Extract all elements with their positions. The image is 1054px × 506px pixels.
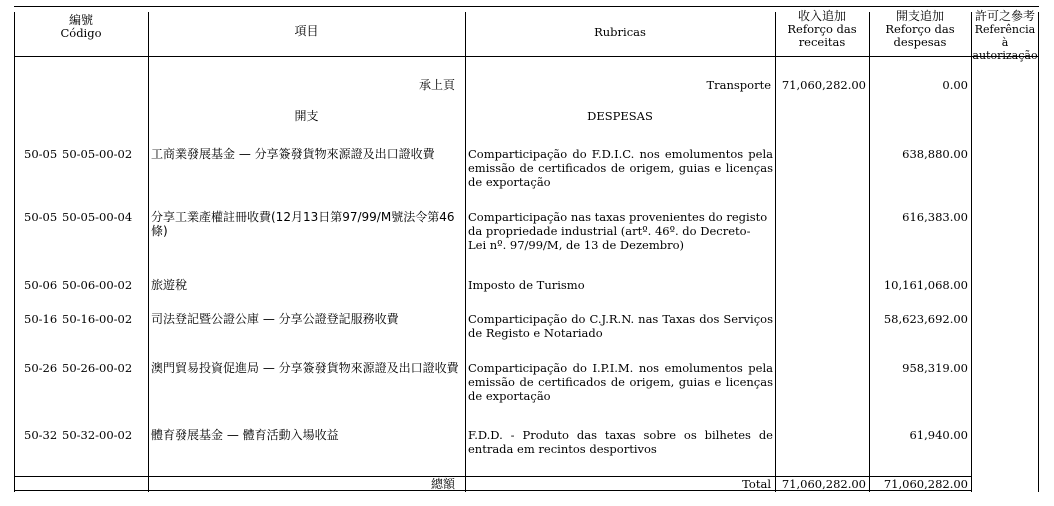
row-rubric: F.D.D. - Produto das taxas sobre os bilhetes de entrada em recintos desportivos: [468, 428, 773, 456]
row-item: 體育發展基金 — 體育活動入場收益: [151, 428, 339, 442]
row-item: 旅遊稅: [151, 278, 188, 292]
header-auth-zh: 許可之參考: [974, 9, 1035, 23]
row-expense: 61,940.00: [909, 428, 968, 442]
row-code-1: 50-16: [24, 312, 58, 326]
row-rubric: Comparticipação do F.D.I.C. nos emolumentos pela emissão de certificados de origem, guias e licenças de exportação: [468, 147, 773, 189]
row-expense: 638,880.00: [902, 147, 968, 161]
section-label-zh: 開支: [294, 109, 319, 123]
row-code-2: 50-05-00-04: [62, 210, 133, 224]
row-code-2: 50-16-00-02: [62, 312, 133, 326]
row-expense: 58,623,692.00: [883, 312, 968, 326]
total-label-zh: 總額: [430, 477, 455, 491]
transport-revenue: 71,060,282.00: [781, 78, 866, 92]
row-code-2: 50-05-00-02: [62, 147, 133, 161]
rule-h-header: [14, 56, 1039, 57]
header-revenue-pt1: Reforço das: [787, 22, 857, 36]
transport-label-zh: 承上頁: [418, 78, 455, 92]
section-label-pt: DESPESAS: [587, 109, 653, 123]
row-code-1: 50-32: [24, 428, 58, 442]
header-code-zh: 編號: [68, 13, 93, 27]
total-label-pt: Total: [742, 477, 771, 491]
rule-v-end: [1038, 12, 1039, 492]
row-expense: 958,319.00: [902, 361, 968, 375]
header-code-pt: Código: [60, 26, 102, 40]
budget-table: [14, 6, 1039, 492]
row-item: 司法登記暨公證公庫 — 分享公證登記服務收費: [151, 312, 399, 326]
header-auth-pt1: Referência à: [974, 23, 1036, 49]
header-code: [14, 14, 148, 40]
row-rubric: Comparticipação do C.J.R.N. nas Taxas dos Serviços de Registo e Notariado: [468, 312, 773, 340]
header-revenue-pt2: receitas: [798, 35, 846, 49]
rule-v-code: [14, 12, 15, 492]
row-code-2: 50-32-00-02: [62, 428, 133, 442]
header-expense-pt2: despesas: [893, 35, 947, 49]
row-item: 分享工業產權註冊收費(12月13日第97/99/M號法令第46條): [151, 210, 455, 238]
row-code-2: 50-06-00-02: [62, 278, 133, 292]
rule-h-top: [14, 6, 1039, 7]
header-item: 項目: [294, 24, 319, 38]
row-item: 工商業發展基金 — 分享簽發貨物來源證及出口證收費: [151, 147, 435, 161]
header-expense-pt1: Reforço das: [885, 22, 955, 36]
row-code-1: 50-06: [24, 278, 58, 292]
total-revenue: 71,060,282.00: [781, 477, 866, 491]
header-authorization: [971, 10, 1039, 62]
row-rubric: Comparticipação nas taxas provenientes do registo da propriedade industrial (artº. 46º. do Decreto-Lei nº. 97/99/M, de 13 de Dezembro): [468, 210, 768, 252]
header-revenue: [775, 10, 869, 49]
header-auth-pt2: autorização: [972, 49, 1038, 62]
transport-expense: 0.00: [942, 78, 968, 92]
row-expense: 10,161,068.00: [883, 278, 968, 292]
row-rubric: Comparticipação do I.P.I.M. nos emolumentos pela emissão de certificados de origem, guias e licenças de exportação: [468, 361, 773, 403]
row-code-1: 50-05: [24, 210, 58, 224]
row-code-1: 50-26: [24, 361, 58, 375]
rule-v-auth: [971, 12, 972, 492]
row-code-2: 50-26-00-02: [62, 361, 133, 375]
transport-label-pt: Transporte: [706, 78, 771, 92]
header-revenue-zh: 收入追加: [797, 9, 846, 23]
header-rubric: Rubricas: [594, 25, 646, 39]
row-item: 澳門貿易投資促進局 — 分享簽發貨物來源證及出口證收費: [151, 361, 459, 375]
header-expense-zh: 開支追加: [895, 9, 944, 23]
total-expense: 71,060,282.00: [883, 477, 968, 491]
row-code-1: 50-05: [24, 147, 58, 161]
row-rubric: Imposto de Turismo: [468, 278, 585, 292]
row-expense: 616,383.00: [902, 210, 968, 224]
header-expense: [869, 10, 971, 49]
